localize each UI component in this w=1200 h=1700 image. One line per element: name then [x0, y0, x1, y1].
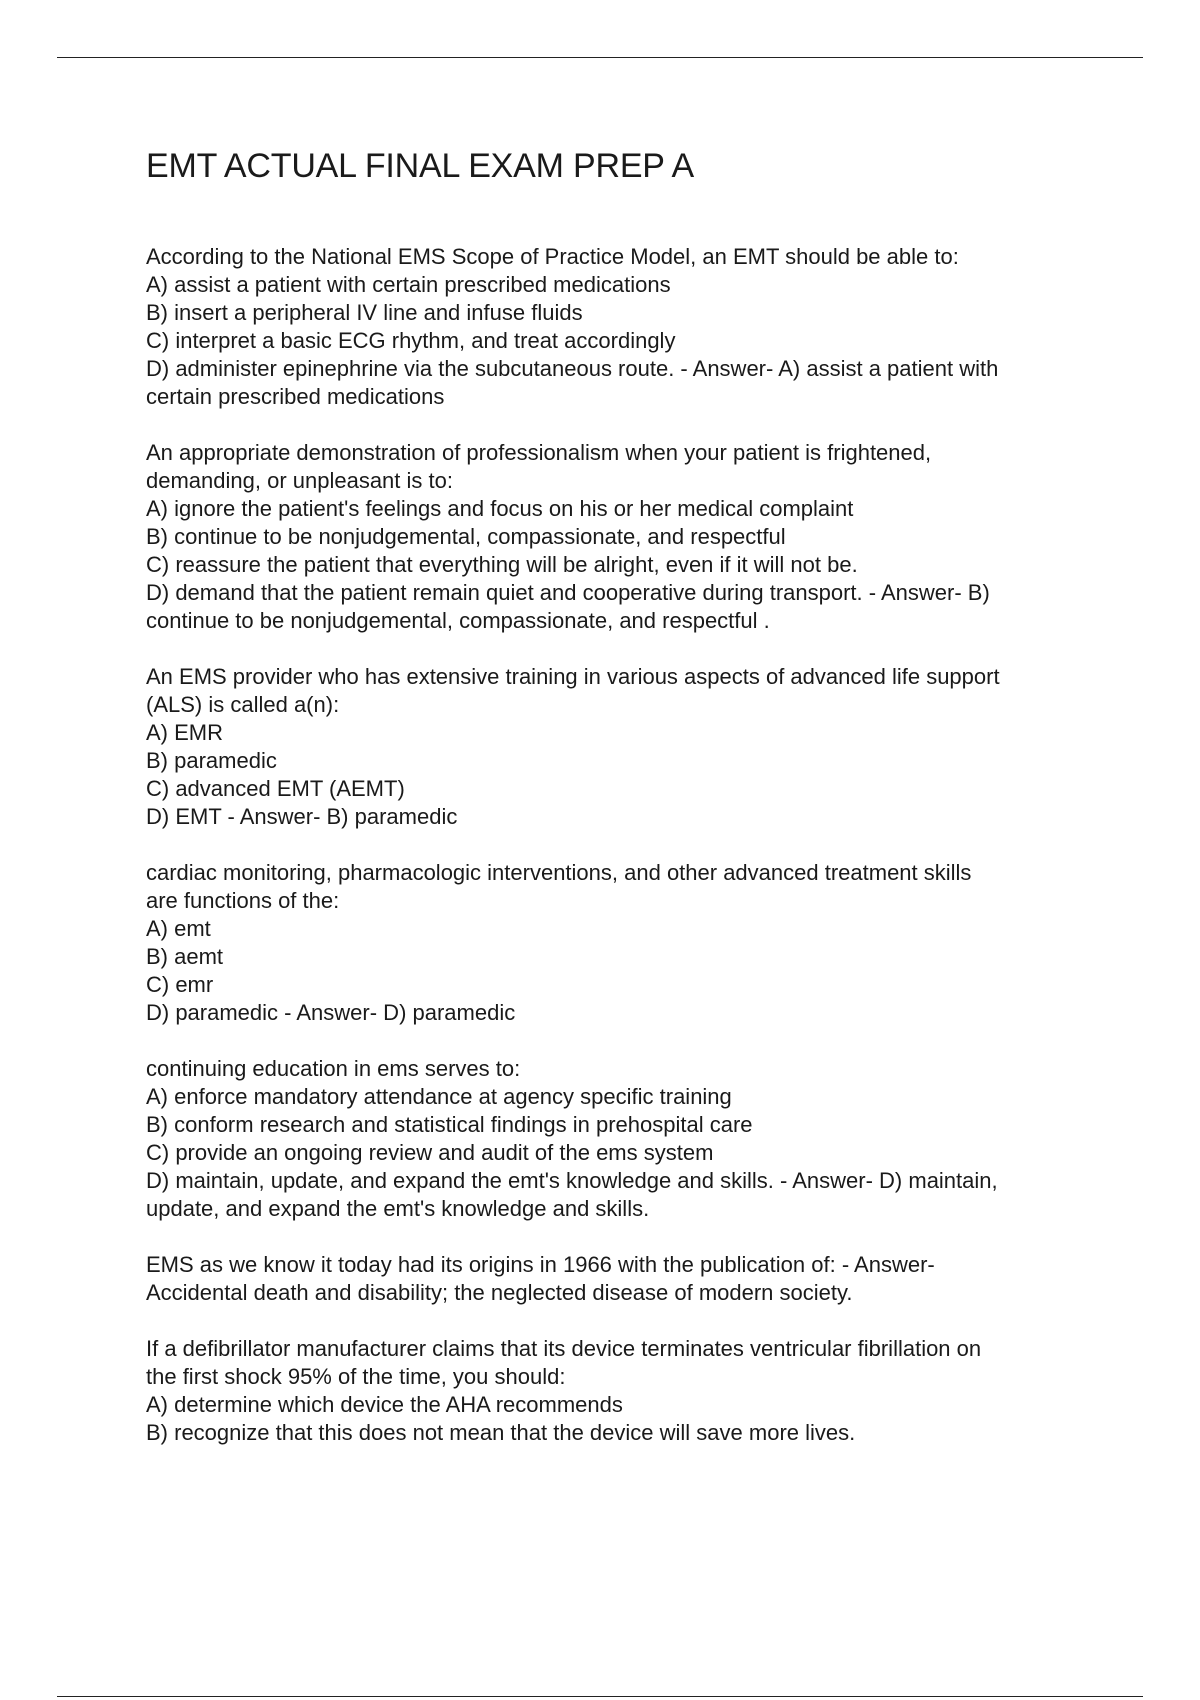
question-line: C) interpret a basic ECG rhythm, and treat accordingly — [146, 328, 676, 353]
question-line: are functions of the: — [146, 888, 340, 913]
question-line: C) emr — [146, 972, 214, 997]
question-line: According to the National EMS Scope of Practice Model, an EMT should be able to: — [146, 244, 959, 269]
header-rule — [57, 57, 1143, 58]
question-line: B) recognize that this does not mean that the device will save more lives. — [146, 1420, 856, 1445]
footer-rule — [57, 1696, 1143, 1697]
question-line: update, and expand the emt's knowledge and skills. — [146, 1196, 650, 1221]
question-line: A) assist a patient with certain prescribed medications — [146, 272, 671, 297]
question-line: continuing education in ems serves to: — [146, 1056, 521, 1081]
question-block — [146, 1251, 1146, 1307]
question-block — [146, 243, 1146, 411]
question-line: demanding, or unpleasant is to: — [146, 468, 453, 493]
question-line: C) provide an ongoing review and audit of the ems system — [146, 1140, 714, 1165]
question-line: cardiac monitoring, pharmacologic interventions, and other advanced treatment skills — [146, 860, 972, 885]
document-body — [146, 141, 1146, 1475]
question-line: An EMS provider who has extensive training in various aspects of advanced life support — [146, 664, 1000, 689]
question-line: D) paramedic - Answer- D) paramedic — [146, 1000, 516, 1025]
question-block — [146, 439, 1146, 635]
document-title: EMT ACTUAL FINAL EXAM PREP A — [146, 147, 695, 185]
question-line: B) insert a peripheral IV line and infuse fluids — [146, 300, 583, 325]
question-block — [146, 859, 1146, 1027]
question-line: D) administer epinephrine via the subcutaneous route. - Answer- A) assist a patient with — [146, 356, 999, 381]
question-line: D) demand that the patient remain quiet and cooperative during transport. - Answer- B) — [146, 580, 990, 605]
question-line: continue to be nonjudgemental, compassionate, and respectful . — [146, 608, 770, 633]
question-block — [146, 1055, 1146, 1223]
question-line: D) EMT - Answer- B) paramedic — [146, 804, 458, 829]
question-line: A) determine which device the AHA recommends — [146, 1392, 623, 1417]
question-line: the first shock 95% of the time, you should: — [146, 1364, 566, 1389]
question-line: If a defibrillator manufacturer claims that its device terminates ventricular fibrillation on — [146, 1336, 982, 1361]
question-line: C) advanced EMT (AEMT) — [146, 776, 405, 801]
question-line: A) enforce mandatory attendance at agency specific training — [146, 1084, 732, 1109]
question-line: D) maintain, update, and expand the emt's knowledge and skills. - Answer- D) maintain, — [146, 1168, 998, 1193]
question-block — [146, 663, 1146, 831]
question-line: B) conform research and statistical findings in prehospital care — [146, 1112, 753, 1137]
question-block — [146, 1335, 1146, 1447]
question-line: A) EMR — [146, 720, 223, 745]
question-line: B) paramedic — [146, 748, 277, 773]
question-line: B) aemt — [146, 944, 224, 969]
question-line: C) reassure the patient that everything will be alright, even if it will not be. — [146, 552, 858, 577]
question-line: certain prescribed medications — [146, 384, 445, 409]
question-list — [146, 243, 1146, 1447]
question-line: A) emt — [146, 916, 211, 941]
question-line: A) ignore the patient's feelings and focus on his or her medical complaint — [146, 496, 854, 521]
question-line: B) continue to be nonjudgemental, compassionate, and respectful — [146, 524, 786, 549]
question-line: (ALS) is called a(n): — [146, 692, 340, 717]
question-line: An appropriate demonstration of professionalism when your patient is frightened, — [146, 440, 932, 465]
question-line: EMS as we know it today had its origins in 1966 with the publication of: - Answer- — [146, 1252, 935, 1277]
question-line: Accidental death and disability; the neglected disease of modern society. — [146, 1280, 853, 1305]
